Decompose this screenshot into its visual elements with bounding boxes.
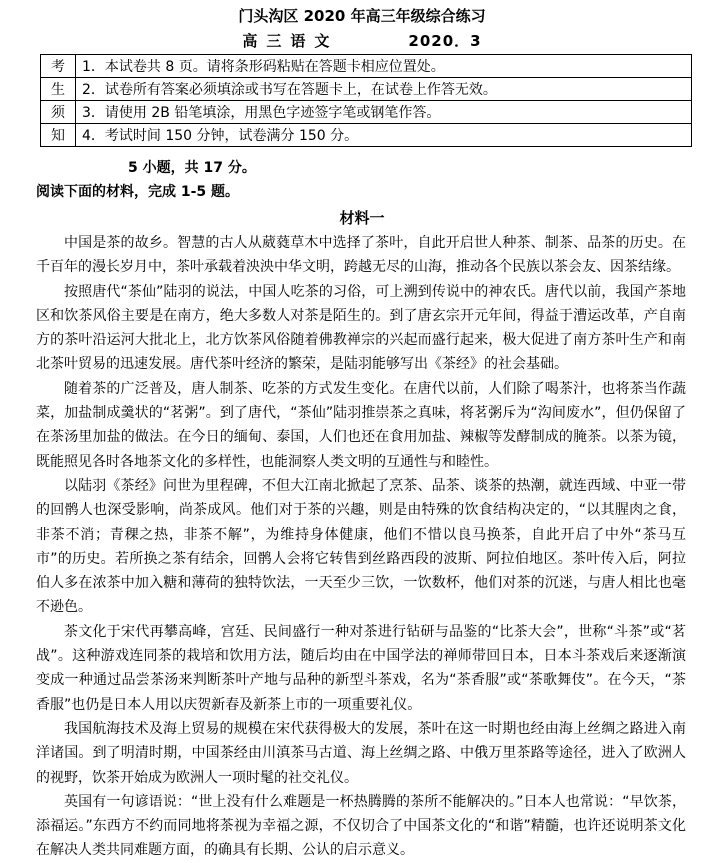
notice-item: 1．本试卷共 8 页。请将条形码粘贴在答题卡相应位置处。 <box>76 55 692 78</box>
notice-item: 2．试卷所有答案必须填涂或书写在答题卡上，在试卷上作答无效。 <box>76 78 692 101</box>
exam-date: 2020．3 <box>408 32 482 50</box>
material-paragraph: 按照唐代“茶仙”陆羽的说法，中国人吃茶的习俗，可上溯到传说中的神农氏。唐代以前，我国产茶地区和饮茶风俗主要是在南方，绝大多数人对茶是陌生的。到了唐玄宗开元年间，得益于漕运改革，产自南方的茶叶沿运河大批北上，北方饮茶风俗随着佛教禅宗的兴起而盛行起来，极大促进了南方茶叶生产和南北茶叶贸易的迅速发展。唐代茶叶经济的繁荣，是陆羽能够写出《茶经》的社会基础。 <box>36 283 686 373</box>
notice-label: 考 <box>41 55 76 78</box>
material-paragraph: 随着茶的广泛普及，唐人制茶、吃茶的方式发生变化。在唐代以前，人们除了喝茶汁，也将茶当作蔬菜，加盐制成羹状的“茗粥”。到了唐代，“茶仙”陆羽推崇茶之真味，将茗粥斥为“沟间废水”，但仍保留了在茶汤里加盐的做法。在今日的缅甸、泰国，人们也还在食用加盐、辣椒等发酵制成的腌茶。以茶为镜，既能照见各时各地茶文化的多样性，也能洞察人类文明的互通性与和睦性。 <box>36 380 686 470</box>
section-instruction: 阅读下面的材料，完成 1-5 题。 <box>36 184 240 200</box>
notice-item: 3．请使用 2B 铅笔填涂，用黑色字迹签字笔或钢笔作答。 <box>76 101 692 124</box>
section-score: 5 小题，共 17 分。 <box>128 160 256 176</box>
material-paragraph: 英国有一句谚语说：“世上没有什么难题是一杯热腾腾的茶所不能解决的。”日本人也常说：“早饮茶，添福运。”东西方不约而同地将茶视为幸福之源，不仅切合了中国茶文化的“和谐”精髓，也许还说明茶文化在解决人类共同难题方面，的确具有长期、公认的启示意义。 <box>36 793 686 859</box>
material-paragraph: 我国航海技术及海上贸易的规模在宋代获得极大的发展，茶叶在这一时期也经由海上丝绸之路进入南洋诸国。到了明清时期，中国茶经由川滇茶马古道、海上丝绸之路、中俄万里茶路等途径，进入了欧洲人的视野，饮茶开始成为欧洲人一项时髦的社交礼仪。 <box>36 720 686 786</box>
notice-row <box>41 101 692 124</box>
material-paragraph: 中国是茶的故乡。智慧的古人从葳蕤草木中选择了茶叶，自此开启世人种茶、制茶、品茶的历史。在千百年的漫长岁月中，茶叶承载着泱泱中华文明，跨越无尽的山海，推动各个民族以茶会友、因茶结缘。 <box>36 235 686 276</box>
notice-row <box>41 124 692 147</box>
material-paragraph: 以陆羽《茶经》问世为里程碑，不但大江南北掀起了烹茶、品茶、谈茶的热潮，就连西域、中亚一带的回鹘人也深受影响，尚茶成风。他们对于茶的兴趣，则是由特殊的饮食结构决定的，“以其腥肉之食，非茶不消；青稞之热，非茶不解”，为维持身体健康，他们不惜以良马换茶，自此开启了中外“茶马互市”的历史。若所换之茶有结余，回鹘人会将它转售到丝路西段的波斯、阿拉伯地区。茶叶传入后，阿拉伯人多在浓茶中加入糖和薄荷的独特饮法，一天至少三饮，一饮数杯，他们对茶的沉迷，与唐人相比也毫不逊色。 <box>36 477 686 616</box>
notice-row <box>41 78 692 101</box>
material-paragraph: 茶文化于宋代再攀高峰，宫廷、民间盛行一种对茶进行钻研与品鉴的“比茶大会”，世称“斗茶”或“茗战”。这种游戏连同茶的栽培和饮用方法，随后均由在中国学法的禅师带回日本，日本斗茶戏后来逐渐演变成一种通过品尝茶汤来判断茶叶产地与品种的新型斗茶戏，名为“茶香服”或“茶歌舞伎”。在今天，“茶香服”也仍是日本人用以庆贺新春及新茶上市的一项重要礼仪。 <box>36 623 686 713</box>
notice-label: 知 <box>41 124 76 147</box>
notice-label: 须 <box>41 101 76 124</box>
material-title: 材料一 <box>339 209 385 227</box>
notice-label: 生 <box>41 78 76 101</box>
notice-row <box>41 55 692 78</box>
exam-subheader <box>0 31 724 51</box>
exam-title: 门头沟区 2020 年高三年级综合练习 <box>238 7 486 25</box>
material-body <box>36 231 686 863</box>
candidate-notice-table <box>40 54 692 147</box>
notice-item: 4．考试时间 150 分钟，试卷满分 150 分。 <box>76 124 692 147</box>
exam-subject: 高三语文 <box>242 32 339 50</box>
